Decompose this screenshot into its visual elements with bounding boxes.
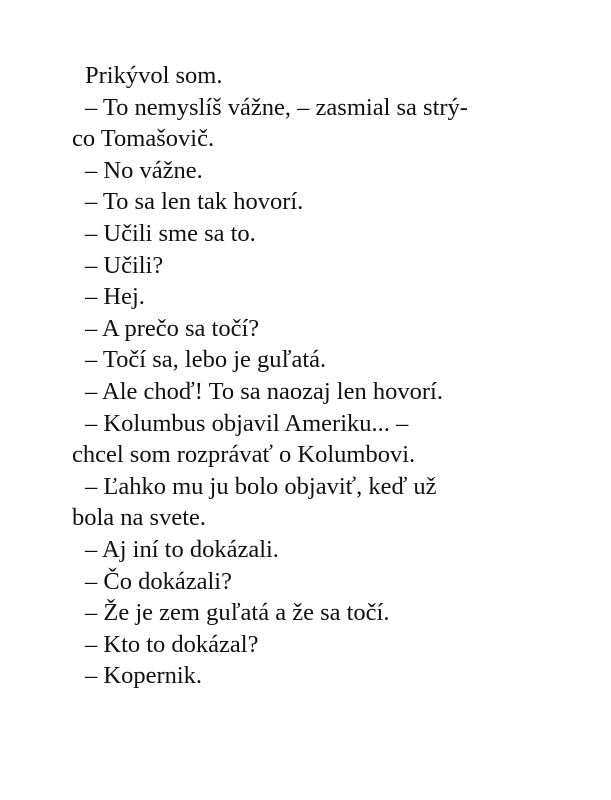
text-line-7: – Učili? — [85, 251, 164, 279]
text-line-12: – Kolumbus objavil Ameriku... – — [85, 409, 409, 437]
text-line-17: – Čo dokázali? — [85, 567, 232, 595]
text-line-16: – Aj iní to dokázali. — [85, 535, 279, 563]
text-line-6: – Učili sme sa to. — [85, 219, 256, 247]
text-line-15: bola na svete. — [72, 504, 207, 532]
text-line-19: – Kto to dokázal? — [85, 630, 259, 658]
text-line-10: – Točí sa, lebo je guľatá. — [85, 346, 327, 374]
text-line-14: – Ľahko mu ju bolo objaviť, keď už — [85, 472, 437, 500]
text-line-5: – To sa len tak hovorí. — [85, 188, 304, 216]
text-line-11: – Ale choď! To sa naozaj len hovorí. — [85, 377, 443, 405]
text-line-13: chcel som rozprávať o Kolumbovi. — [72, 441, 416, 469]
text-line-9: – A prečo sa točí? — [85, 314, 260, 342]
text-line-8: – Hej. — [85, 283, 145, 311]
text-line-4: – No vážne. — [85, 156, 203, 184]
text-line-2: – To nemyslíš vážne, – zasmial sa strý- — [85, 93, 468, 121]
dialogue-text-block — [72, 60, 542, 692]
text-line-18: – Že je zem guľatá a že sa točí. — [85, 599, 390, 627]
text-line-20: – Kopernik. — [85, 662, 203, 690]
text-line-1: Prikývol som. — [85, 62, 223, 89]
text-line-3: co Tomašovič. — [72, 125, 215, 153]
